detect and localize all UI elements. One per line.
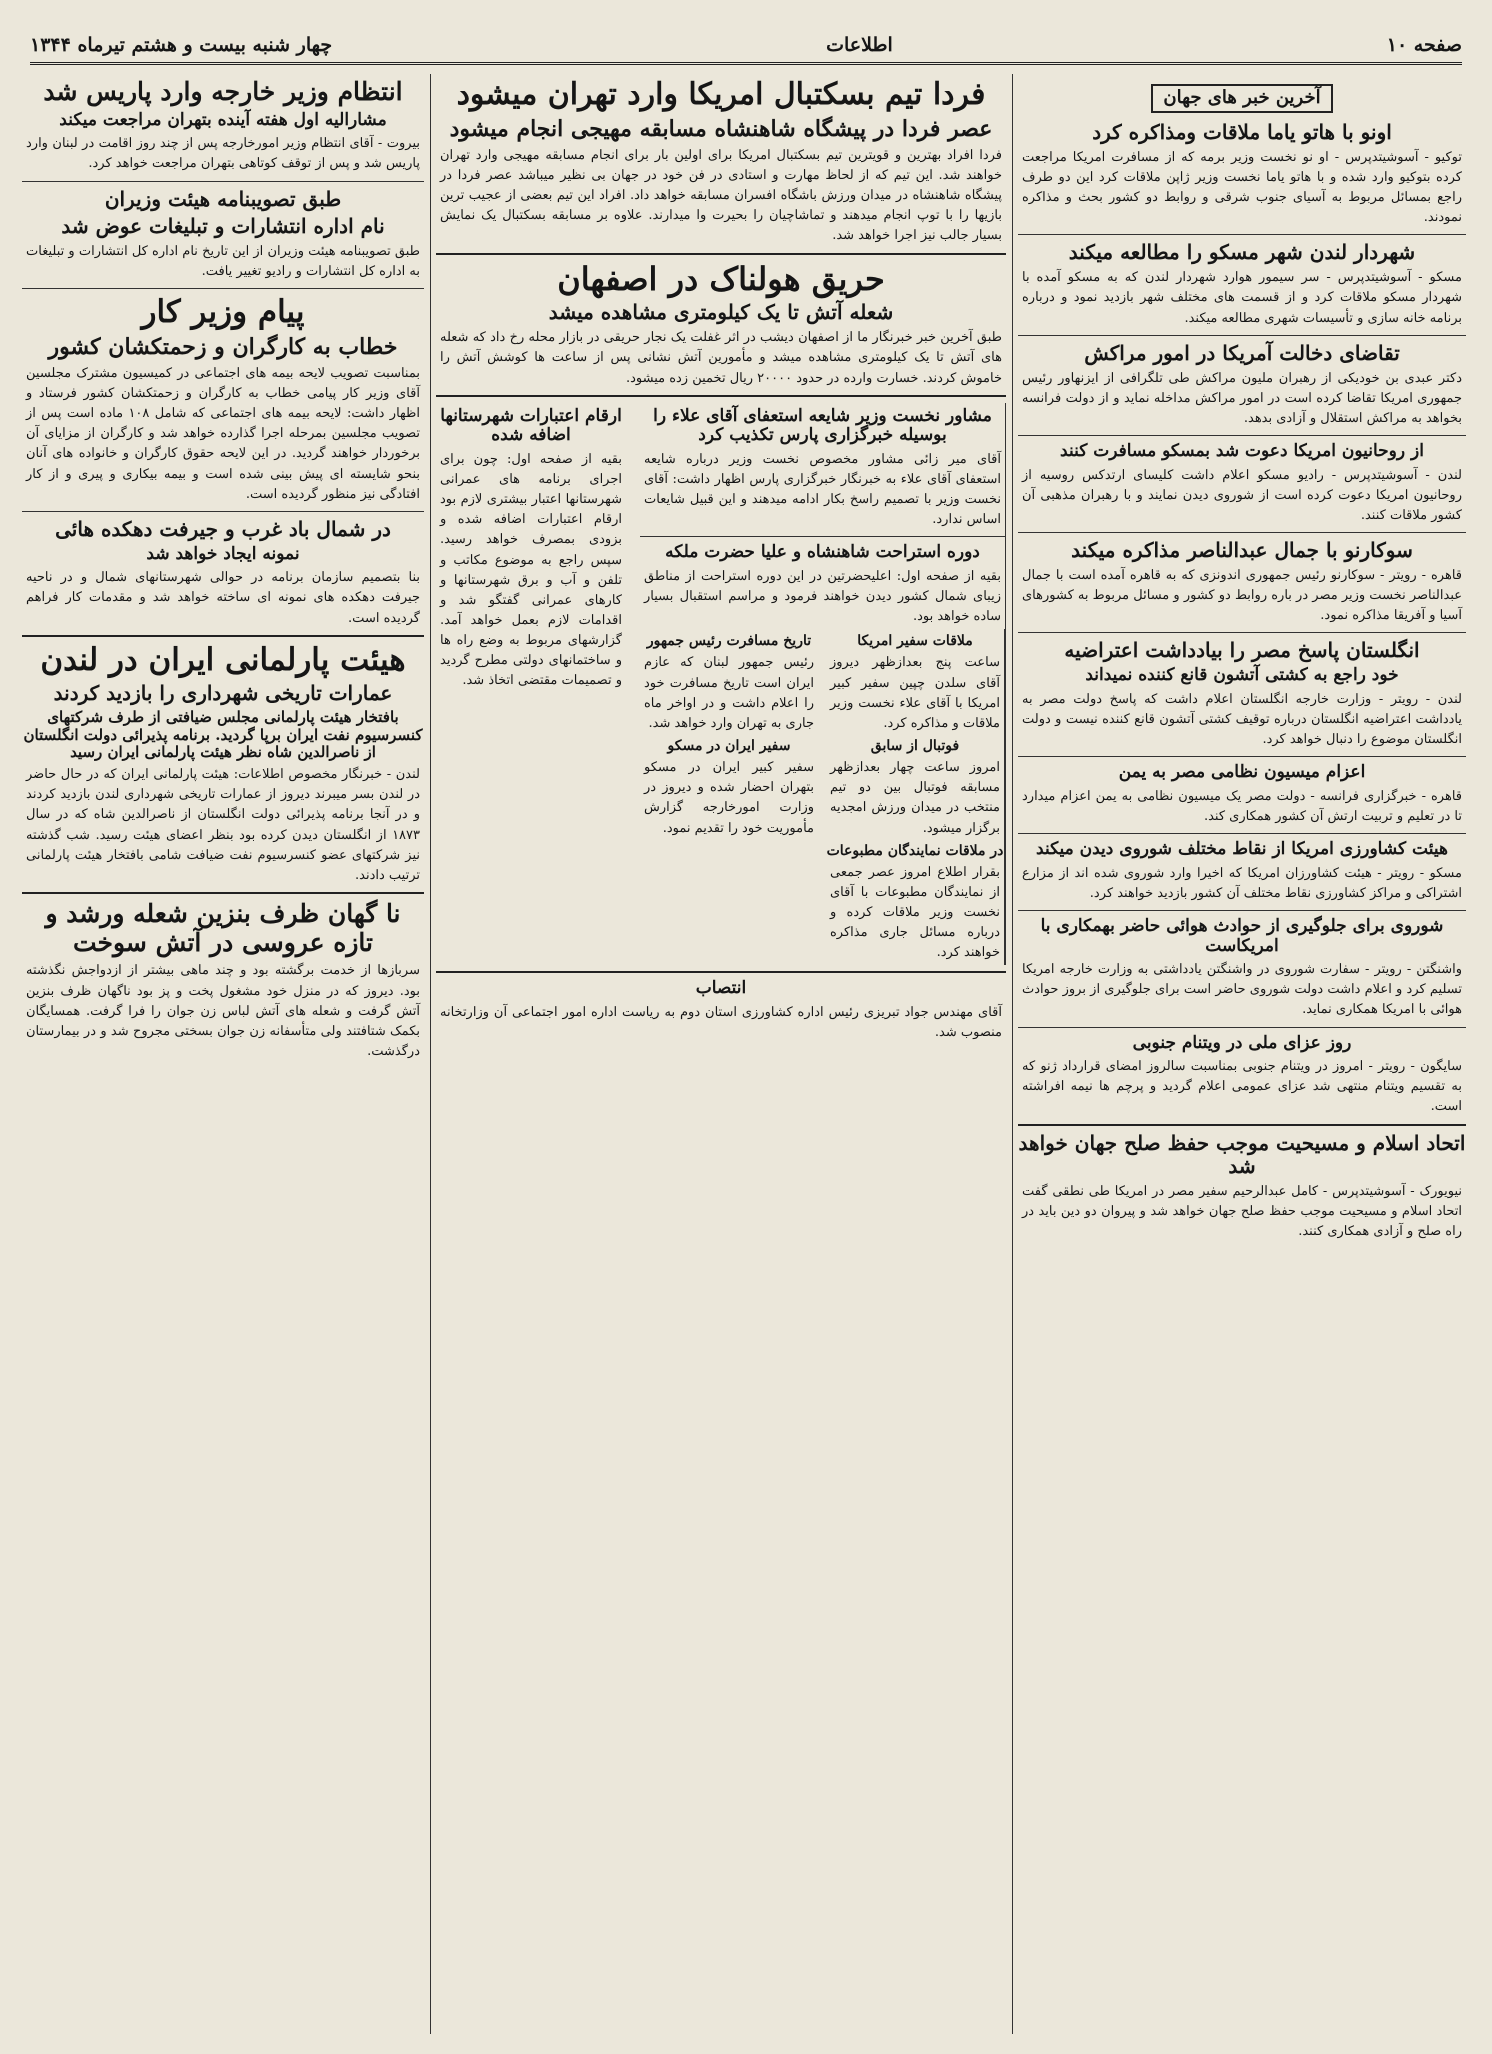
headline: اتحاد اسلام و مسیحیت موجب حفظ صلح جهان خواهد شد (1018, 1130, 1466, 1178)
headline: روز عزای ملی در ویتنام جنوبی (1132, 1032, 1352, 1053)
article-body: بقرار اطلاع امروز عصر جمعی از نمایندگان مطبوعات با آقای نخست وزیر ملاقات کرده و درباره مسائل جاری مذاکره خواهند کرد. (830, 864, 1000, 961)
subheadline: نمونه ایجاد خواهد شد (146, 543, 300, 564)
headline: سفیر ایران در مسکو (667, 738, 791, 754)
article-body: لندن - آسوشیتدپرس - رادیو مسکو اعلام داشت کلیسای ارتدکس روسیه از روحانیون امریکا دعوت کرده است از شوروی دیدن نمایند و با رهبران مذهبی آن کشور ملاقات کنند. (1022, 467, 1462, 523)
article-body: طبق آخرین خبر خبرنگار ما از اصفهان دیشب در اثر غفلت یک نجار حریقی در بازار محله رخ داد که شعله های آتش تا یک کیلومتری مشاهده میشد و مأمورین آتش نشانی پس از ساعت ها کوشش آتش را خاموش کردند. خسارت وارده در حدود ۲۰۰۰۰ ریال تخمین زده میشود. (440, 330, 1002, 386)
subheadline: شعله آتش تا یک کیلومتری مشاهده میشد (548, 300, 894, 325)
page-number: صفحه ۱۰ (1386, 34, 1462, 56)
subheadline: خود راجع به کشتی آتشون قانع کننده نمیداند (1085, 665, 1399, 686)
headline: در ملاقات نمایندگان مطبوعات (826, 842, 1004, 859)
article-body: طبق تصویبنامه هیئت وزیران از این تاریخ نام اداره کل انتشارات و تبلیغات به اداره کل انتشارات و رادیو تغییر یافت. (26, 243, 420, 279)
article-body: ساعت پنج بعدازظهر دیروز آقای سلدن چپین سفیر کبیر امریکا با آقای علاء نخست وزیر ملاقات و مذاکره کرد. (830, 655, 1000, 731)
article-body: بمناسبت تصویب لایحه بیمه های اجتماعی در کمیسیون مشترک مجلسین آقای وزیر کار پیامی خطاب به کارگران و زحمتکشان کشور فرستاد و اظهار داشت: لایحه بیمه های اجتماعی که شامل ۱۰۸ ماده است پس از تصویب مجلسین بمرحله اجرا گذارده خواهد شد و کارگران از مزایای آن برخوردار خواهند گردید. در این لایحه حقوق کارگران و خانواده های آنان بنحو شایسته ای پیش بینی شده است و بیمه بیکاری و پیری و از کار افتادگی نیز منظور گردیده است. (26, 365, 421, 502)
issue-date: چهار شنبه بیست و هشتم تیرماه ۱۳۴۴ (30, 34, 333, 56)
headline: تاریخ مسافرت رئیس جمهور (646, 633, 812, 650)
column-divider (430, 74, 431, 2034)
headline: هیئت کشاورزی امریکا از نقاط مختلف شوروی دیدن میکند (1036, 839, 1448, 860)
article-body: رئیس جمهور لبنان که عازم ایران است تاریخ مسافرت خود را اعلام داشت و در اواخر ماه جاری به تهران وارد خواهد شد. (644, 655, 814, 731)
article-body: آقای مهندس جواد تبریزی رئیس اداره کشاورزی استان دوم به ریاست اداره امور اجتماعی آن وزارتخانه منصوب شد. (440, 1005, 1002, 1041)
article-body: امروز ساعت چهار بعدازظهر مسابقه فوتبال بین دو تیم منتخب در میدان ورزش امجدیه برگزار میشود. (830, 760, 1000, 836)
article-body: بقیه از صفحه اول: اعلیحضرتین در این دوره استراحت از مناطق زیبای شمال کشور دیدن خواهند فرمود و مراسم استقبال بسیار ساده خواهد بود. (644, 568, 1001, 625)
article-body: بقیه از صفحه اول: چون برای اجرای برنامه های عمرانی شهرستانها اعتبار بیشتری لازم بود ارقام اعتبارات اضافه شده و بزودی بمصرف خواهد رسید. سپس راجع به موضوع مکاتب و تلفن و آب و برق شهرستانها و کارهای عمرانی گفتگو شد و اقدامات لازم بعمل خواهد آمد. گزارشهای مربوط به وضع راه ها و ساختمانهای دولتی مطرح گردید و تصمیمات مقتضی اتخاذ شد. (440, 451, 622, 689)
article-body: بنا بتصمیم سازمان برنامه در حوالی شهرستانهای شمال و در ناحیه جیرفت دهکده های نمونه ای ساخته خواهد شد و مقدمات کار فراهم گردیده است. (26, 570, 420, 626)
article-body: فردا افراد بهترین و قویترین تیم بسکتبال امریکا برای اولین بار برای انجام مسابقه مهیجی وارد تهران خواهند شد. این تیم که از لحاظ مهارت و استادی در فن خود در جهان بی نظیر میباشد عصر فردا در پیشگاه شاهنشاه در میدان ورزش باشگاه افسران مسابقه خواهد داد. افراد این تیم بعضی از عجیب ترین بازیها را با توپ انجام میدهند و تماشاچیان را بحیرت وا میدارند. علاوه بر مسابقه بسکتبال یک نمایش بسیار جالب نیز اجرا خواهد شد. (440, 147, 1002, 244)
headline: سوکارنو با جمال عبدالناصر مذاکره میکند (1071, 538, 1413, 563)
left-column (22, 74, 424, 2044)
middle-column (436, 74, 1006, 2044)
subheadline: مشارالیه اول هفته آینده بتهران مراجعت میکند (59, 109, 387, 130)
article-body: توکیو - آسوشیتدپرس - او نو نخست وزیر برمه که از مسافرت امریکا مراجعت کرده بتوکیو وارد شده و با هاتو یاما نخست وزیر ژاپن ملاقات کرد این دو طرف راجع بمسائل مربوط به آسیای جنوب شرقی و روابط دو کشور بحث و مذاکره نمودند. (1022, 149, 1462, 226)
article-body: لندن - خبرنگار مخصوص اطلاعات: هیئت پارلمانی ایران که در حال حاضر در لندن بسر میبرند دیروز از عمارات تاریخی شهرداری لندن بازدید کردند و در آنجا برنامه پذیرائی دولت انگلستان از ناصرالدین شاه که در سال ۱۸۷۳ از انگلستان دیدن کرده بود بنظر اعضای هیئت رسید. شب گذشته نیز شرکتهای عضو کنسرسیوم نفت ضیافت شامی بافتخار هیئت پارلمانی ترتیب دادند. (26, 767, 420, 883)
headline: از روحانیون امریکا دعوت شد بمسکو مسافرت کنند (1060, 441, 1424, 462)
headline: انتظام وزیر خارجه وارد پاریس شد (43, 77, 403, 106)
headline: اونو با هاتو یاما ملاقات ومذاکره کرد (1092, 119, 1392, 144)
subheadline: عمارات تاریخی شهرداری را بازدید کردند (53, 681, 393, 706)
column-divider (1012, 74, 1013, 2034)
article-body: دکتر عبدی بن خودیکی از رهبران ملیون مراکش طی تلگرافی از ایزنهاور رئیس جمهوری امریکا تقاضا کرده است در امور مراکش مداخله نماید و از دولت فرانسه بخواهد به مراکش استقلال و آزادی بدهد. (1022, 370, 1462, 426)
headline: نا گهان ظرف بنزین شعله ورشد و تازه عروسی در آتش سوخت (45, 898, 401, 957)
subheadline: خطاب به کارگران و زحمتکشان کشور (48, 333, 398, 360)
headline: اعزام میسیون نظامی مصر به یمن (1118, 762, 1366, 783)
headline: حریق هولناک در اصفهان (557, 259, 885, 298)
headline: فردا تیم بسکتبال امریکا وارد تهران میشود (456, 77, 986, 112)
headline: شهردار لندن شهر مسکو را مطالعه میکند (1068, 240, 1416, 265)
headline: طبق تصویبنامه هیئت وزیران (104, 186, 342, 211)
article-body: سفیر کبیر ایران در مسکو بتهران احضار شده و دیروز در وزارت امورخارجه گزارش مأموریت خود را تقدیم نمود. (644, 760, 814, 836)
section-title: آخرین خبر های جهان (1151, 84, 1332, 113)
headline: ارقام اعتبارات شهرستانها اضافه شده (440, 405, 622, 446)
headline: دوره استراحت شاهنشاه و علیا حضرت ملکه (665, 542, 980, 563)
newspaper-name: اطلاعات (826, 34, 893, 56)
article-body: آقای میر زائی مشاور مخصوص نخست وزیر درباره شایعه استعفای آقای علاء به خبرنگار خبرگزاری پارس اظهار داشت: آقای نخست وزیر با تصمیم راسخ بکار ادامه میدهند و این قبیل شایعات اساس ندارد. (644, 451, 1001, 528)
world-news-column (1018, 74, 1466, 2044)
headline: انگلستان پاسخ مصر را بیادداشت اعتراضیه (1064, 638, 1420, 663)
lead-text: بافتخار هیئت پارلمانی مجلس ضیافتی از طرف شرکتهای کنسرسیوم نفت ایران برپا گردید. برنامه پذیرائی دولت انگلستان از ناصرالدین شاه نظر هیئت پارلمانی ایران رسید (23, 708, 423, 761)
subheadline: نام اداره انتشارات و تبلیغات عوض شد (61, 213, 385, 238)
article-body: قاهره - رویتر - سوکارنو رئیس جمهوری اندونزی که به قاهره آمده است با جمال عبدالناصر نخست وزیر مصر در باره روابط دو کشور و مسائل مربوط به کشورهای آسیا و آفریقا مذاکره نمود. (1022, 568, 1462, 624)
headline: فوتبال از سابق (870, 738, 960, 754)
article-body: نیویورک - آسوشیتدپرس - کامل عبدالرحیم سفیر مصر در امریکا طی نطقی گفت اتحاد اسلام و مسیحیت موجب حفظ صلح جهان خواهد شد و پیروان دو دین باید در راه صلح و آزادی همکاری کنند. (1022, 1183, 1462, 1239)
headline: مشاور نخست وزیر شایعه استعفای آقای علاء را بوسیله خبرگزاری پارس تکذیب کرد (653, 405, 992, 446)
article-body: قاهره - خبرگزاری فرانسه - دولت مصر یک میسیون نظامی به یمن اعزام میدارد تا در تعلیم و تربیت ارتش آن کشور همکاری کند. (1022, 789, 1462, 825)
article-body: سایگون - رویتر - امروز در ویتنام جنوبی بمناسبت سالروز امضای قرارداد ژنو که به تقسیم ویتنام منتهی شد عزای عمومی اعلام گردید و پرچم ها نیمه افراشته است. (1022, 1059, 1462, 1115)
article-body: مسکو - رویتر - هیئت کشاورزان امریکا که اخیرا وارد شوروی شده اند از مزارع اشتراکی و مراکز کشاورزی نقاط مختلف آن کشور بازدید خواهند کرد. (1022, 865, 1462, 901)
headline: پیام وزیر کار (141, 293, 305, 330)
article-body: بیروت - آقای انتظام وزیر امورخارجه پس از چند روز اقامت در لبنان وارد پاریس شد و پس از توقف کوتاهی بتهران مراجعت خواهد کرد. (26, 136, 420, 172)
headline: در شمال باد غرب و جیرفت دهکده هائی (55, 516, 391, 541)
headline: هیئت پارلمانی ایران در لندن (40, 641, 406, 678)
page-header (30, 28, 1462, 65)
article-body: لندن - رویتر - وزارت خارجه انگلستان اعلام داشت که پاسخ دولت مصر به یادداشت اعتراضیه انگلستان درباره توقیف کشتی آتشون قانع کننده نیست و دولت انگلستان موضوع را دنبال خواهد کرد. (1022, 692, 1462, 748)
headline: شوروی برای جلوگیری از حوادث هوائی حاضر بهمکاری با امریکاست (1040, 916, 1444, 956)
subheadline: عصر فردا در پیشگاه شاهنشاه مسابقه مهیجی انجام میشود (449, 115, 993, 142)
article-body: مسکو - آسوشیتدپرس - سر سیمور هوارد شهردار لندن که به مسکو آمده با شهردار مسکو ملاقات کرد و از قسمت های مختلف شهر بازدید نمود و درباره برنامه خانه سازی و تأسیسات شهری مطالعه میکند. (1022, 270, 1462, 326)
headline: ملاقات سفیر امریکا (857, 633, 973, 650)
headline: تقاضای دخالت آمریکا در امور مراکش (1084, 340, 1400, 365)
headline: انتصاب (695, 978, 747, 999)
article-body: سربازها از خدمت برگشته بود و چند ماهی بیشتر از ازدواجش نگذشته بود. دیروز که در منزل خود مشغول پخت و پز بود ناگهان ظرف بنزین آتش گرفت و شعله های آتش لباس زن جوان را فرا گرفت. همسایگان بکمک شتافتند ولی متأسفانه زن جوان بسختی مجروح شد و در بیمارستان درگذشت. (26, 963, 420, 1060)
article-body: واشنگتن - رویتر - سفارت شوروی در واشنگتن یادداشتی به وزارت خارجه امریکا تسلیم کرد و اعلام داشت دولت شوروی حاضر است برای جلوگیری از بروز حوادث هوائی با امریکا همکاری نماید. (1022, 962, 1462, 1018)
